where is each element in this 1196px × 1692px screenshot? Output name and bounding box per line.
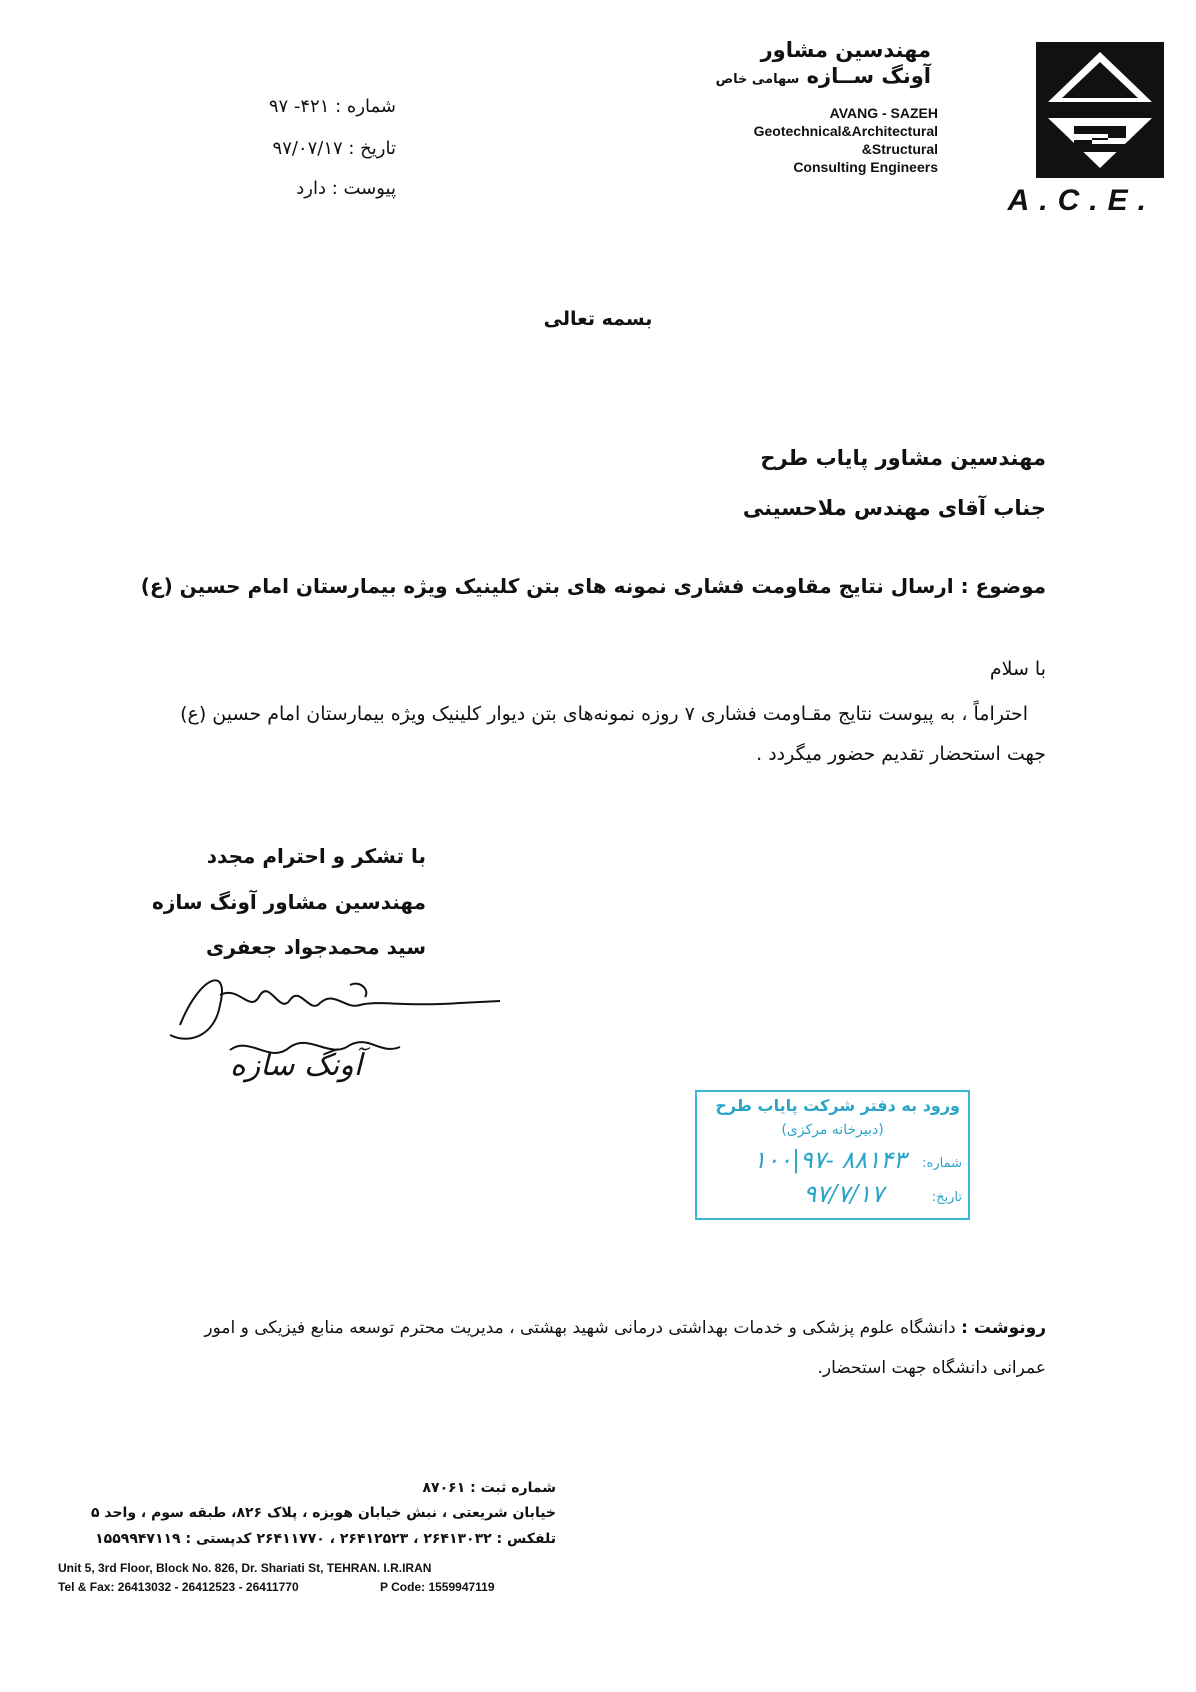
letter-subject: موضوع : ارسال نتایج مقاومت فشاری نمونه های بتن کلینیک ویژه بیمارستان امام حسین (ع) <box>140 574 1046 598</box>
address-fa: خیابان شریعتی ، نبش خیابان هویزه ، پلاک ۸۲۶، طبقه سوم ، واحد ۵ <box>90 1505 556 1521</box>
postal-code-en: P Code: 1559947119 <box>380 1580 495 1594</box>
company-name-en <box>754 104 938 176</box>
letter-date: تاریخ : ۹۷/۰۷/۱۷ <box>272 138 396 159</box>
phone-fa: تلفکس : ۲۶۴۱۳۰۳۲ ، ۲۶۴۱۲۵۲۳ ، ۲۶۴۱۱۷۷۰ کدپستی : ۱۵۵۹۹۴۷۱۱۹ <box>95 1531 556 1547</box>
tel-fax-en: Tel & Fax: 26413032 - 26412523 - 26411770 <box>58 1580 299 1594</box>
recipient-company: مهندسین مشاور پایاب طرح <box>760 446 1046 470</box>
company-name-en-line3: &Structural <box>861 141 938 157</box>
received-stamp <box>695 1090 970 1220</box>
registration-number: شماره ثبت : ۸۷۰۶۱ <box>422 1480 556 1496</box>
recipient-person: جناب آقای مهندس ملاحسینی <box>742 496 1046 520</box>
handwritten-company-name: آونگ سازه <box>230 1048 363 1083</box>
letter-body: احتراماً ، به پیوست نتایج مقـاومت فشاری ۷ روزه نمونه‌های بتن دیوار کلینیک ویژه بیمارستان امام حسین (ع) جهت استحضار تقدیم حضور میگردد . <box>180 703 1046 765</box>
company-name-en-line2: Geotechnical&Architectural <box>753 123 938 139</box>
stamp-title: ورود به دفتر شرکت پایاب طرح <box>715 1096 960 1115</box>
stamp-number-value: ۱۰۰|۹۷- ۸۸۱۴۳ <box>753 1146 906 1174</box>
logo-text: A.C.E. <box>1007 184 1156 217</box>
closing-line: با تشکر و احترام مجدد <box>206 844 426 868</box>
company-logo <box>1034 40 1166 180</box>
cc-text: دانشگاه علوم پزشکی و خدمات بهداشتی درمانی شهید بهشتی ، مدیریت محترم توسعه منابع فیزیکی و امور عمرانی دانشگاه جهت استحضار. <box>204 1318 1046 1378</box>
company-name-fa-line1: مهندسین مشاور <box>760 38 931 62</box>
letter-number: شماره : ۴۲۱- ۹۷ <box>268 96 396 117</box>
company-name-en-line4: Consulting Engineers <box>793 159 938 175</box>
handwritten-signature <box>160 955 500 1085</box>
sender-company: مهندسین مشاور آونگ سازه <box>152 890 426 914</box>
stamp-subtitle: (دبیرخانه مرکزی) <box>781 1122 884 1138</box>
address-en: Unit 5, 3rd Floor, Block No. 826, Dr. Shariati St, TEHRAN. I.R.IRAN <box>58 1561 432 1575</box>
stamp-date-value: ۹۷/۷/۱۷ <box>803 1180 884 1208</box>
stamp-number-label: شماره: <box>922 1156 962 1171</box>
basmala-heading: بسمه تعالی <box>543 308 653 330</box>
stamp-date-label: تاریخ: <box>931 1190 962 1205</box>
greeting: با سلام <box>989 658 1046 680</box>
company-name-fa-line2 <box>716 64 931 88</box>
company-name-en-line1: AVANG - SAZEH <box>829 105 938 121</box>
company-name-fa: آونگ ســازه <box>806 64 931 88</box>
cc-label: رونوشت : <box>961 1318 1046 1338</box>
sender-name: سید محمدجواد جعفری <box>205 935 426 959</box>
letter-attachment: پیوست : دارد <box>296 178 396 199</box>
company-type-fa: سهامی خاص <box>715 72 800 87</box>
carbon-copy <box>166 1308 1046 1388</box>
